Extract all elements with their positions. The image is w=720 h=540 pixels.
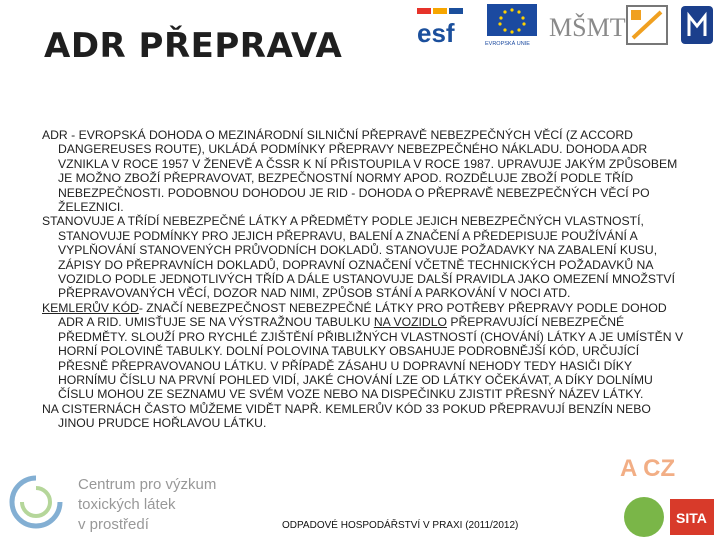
paragraph-tank-example: NA CISTERNÁCH ČASTO MŮŽEME VIDĚT NAPŘ. KEMLERŮV KÓD 33 POKUD PŘEPRAVUJÍ BENZÍN NEBO JINOU PRUDCE HOŘLAVOU LÁTKU.	[42, 401, 651, 431]
eu-flag-logo	[481, 2, 541, 48]
partner-watermark	[620, 455, 720, 540]
sita-label: SITA	[676, 510, 707, 526]
kemler-code-term: KEMLERŮV KÓD	[42, 300, 139, 315]
watermark-line-3: v prostředí	[78, 516, 149, 533]
vehicle-link[interactable]: NA VOZIDLO	[373, 315, 447, 330]
recetox-watermark	[8, 470, 288, 540]
esf-label: esf	[417, 18, 455, 48]
paragraph-kemler-code	[42, 301, 690, 402]
slide-title: ADR PŘEPRAVA	[44, 26, 343, 66]
suez-sita-logo	[620, 455, 720, 540]
eu-label: EVROPSKÁ UNIE	[485, 41, 530, 47]
partner-text: A CZ	[620, 455, 676, 482]
kemler-code-text-a: - ZNAČÍ NEBEZPEČNOST NEBEZPEČNÉ LÁTKY PRO POTŘEBY PŘEPRAVY PODLE DOHOD ADR A RID. UMISŤUJE SE NA VÝSTRAŽNOU TABULKU	[58, 300, 667, 330]
watermark-line-2: toxických látek	[78, 496, 176, 513]
msmt-logo	[547, 2, 626, 48]
msmt-label: MŠMT	[549, 13, 626, 42]
recetox-ring-icon	[8, 472, 64, 534]
sponsor-logos	[415, 0, 720, 52]
watermark-line-1: Centrum pro výzkum	[78, 476, 217, 493]
paragraph-adr-definition: ADR - EVROPSKÁ DOHODA O MEZINÁRODNÍ SILNIČNÍ PŘEPRAVĚ NEBEZPEČNÝCH VĚCÍ (Z ACCORD DANGEREUSES ROUTE), UKLÁDÁ PODMÍNKY PŘEPRAVY NEBEZPEČNÉHO NÁKLADU. DOHODA ADR VZNIKLA V ROCE 1957 V ŽENEVĚ A ČSSR K NÍ PŘISTOUPILA V ROCE 1987. UPRAVUJE JAKÝM ZPŮSOBEM JE MOŽNO ZBOŽÍ PŘEPRAVOVAT, BEZPEČNOSTNÍ NORMY APOD. ROZDĚLUJE ZBOŽÍ PODLE TŘÍD NEBEZPEČNOSTI. PODOBNOU DOHODOU JE RID - DOHODA O PŘEPRAVĚ NEBEZPEČNÝCH VĚCÍ PO ŽELEZNICI.	[42, 128, 678, 215]
kemler-code-text-b: PŘEPRAVUJÍCÍ NEBEZPEČNÉ PŘEDMĚTY. SLOUŽÍ PRO RYCHLÉ ZJIŠTĚNÍ PŘIBLIŽNÝCH VLASTNOSTÍ (CHOVÁNÍ) LÁTKY A JE UMÍSTĚN V HORNÍ POLOVINĚ TABULKY. DOLNÍ POLOVINA TABULKY OBSAHUJE PODROBNĚJŠÍ KÓD, URČUJÍCÍ PŘESNĚ PŘEPRAVOVANOU LÁTKU. V PŘÍPADĚ ZÁSAHU U DOPRAVNÍ NEHODY TEDY HASIČI DÍKY HORNÍMU ČÍSLU NA PRVNÍ POHLED VIDÍ, JAKÉ CHOVÁNÍ LZE OD LÁTKY OČEKÁVAT, A DÍKY DOLNÍMU ČÍSLU MOHOU ZE SEZNAMU VE SVÉM VOZE NEBO NA DISPEČINKU ZJISTIT PŘESNÝ NÁZEV LÁTKY.	[58, 315, 684, 402]
paragraph-adr-scope: STANOVUJE A TŘÍDÍ NEBEZPEČNÉ LÁTKY A PŘEDMĚTY PODLE JEJICH NEBEZPEČNÝCH VLASTNOSTÍ, STANOVUJE PODMÍNKY PRO JEJICH PŘEPRAVU, BALENÍ A ZNAČENÍ A PŘEDEPISUJE POUŽÍVÁNÍ A VYPLŇOVÁNÍ STANOVENÝCH PRŮVODNÍCH DOKLADŮ. STANOVUJE POŽADAVKY NA ZABALENÍ KUSU, ZÁPISY DO PŘEPRAVNÍCH DOKLADŮ, DOPRAVNÍ OZNAČENÍ VČETNĚ TECHNICKÝCH POŽADAVKŮ NA VOZIDLO PODLE JEDNOTLIVÝCH TŘÍD A DÁLE USTANOVUJE DALŠÍ PRAVIDLA JAKO OMEZENÍ MNOŽSTVÍ PŘEPRAVOVANÝCH VĚCÍ, DOZOR NAD NIMI, ZPŮSOB STÁNÍ A PARKOVÁNÍ V NOCI ATD.	[42, 214, 675, 301]
op-logo	[623, 2, 671, 48]
slide-footer: ODPADOVÉ HOSPODÁŘSTVÍ V PRAXI (2011/2012)	[282, 520, 519, 531]
esf-logo	[415, 4, 475, 48]
slide-body	[42, 128, 690, 431]
mu-logo	[677, 2, 717, 48]
